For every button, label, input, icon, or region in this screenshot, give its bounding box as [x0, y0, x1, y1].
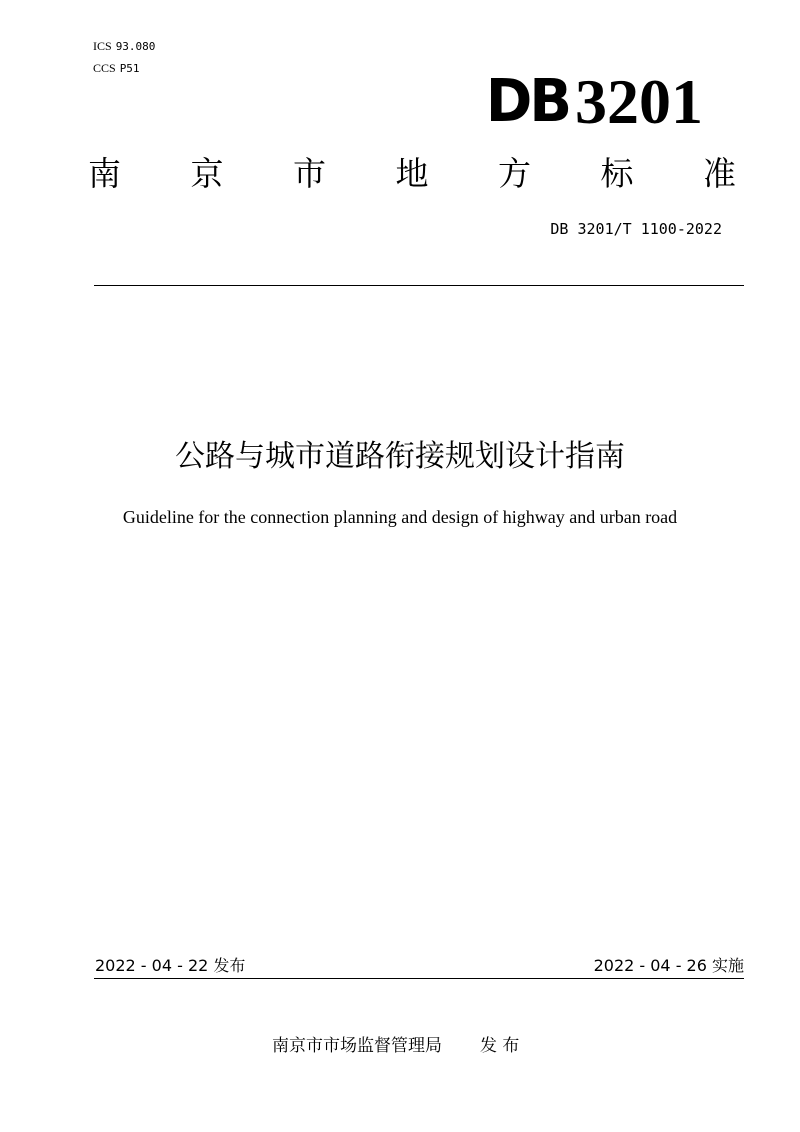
ccs-classification [93, 60, 140, 77]
document-title-en: Guideline for the connection planning and design of highway and urban road [122, 507, 678, 527]
db-logo-letters: DB [485, 67, 569, 136]
ics-classification [93, 38, 155, 55]
publisher-name: 南京市市场监督管理局 [272, 1036, 442, 1056]
bottom-divider [94, 978, 744, 979]
ccs-code: P51 [119, 62, 140, 75]
ics-code: 93.080 [115, 40, 156, 53]
standard-type-char: 南 [88, 154, 121, 193]
document-title-cn: 公路与城市道路衔接规划设计指南 [175, 439, 625, 474]
db-standard-logo [485, 66, 703, 137]
standard-type-char: 地 [395, 154, 429, 193]
top-divider [94, 285, 744, 286]
standard-type-heading [88, 152, 736, 196]
db-logo-number: 3201 [575, 66, 703, 137]
ics-label: ICS [93, 39, 112, 53]
ccs-label: CCS [93, 61, 116, 75]
standard-type-char: 市 [293, 154, 326, 193]
publisher-line [272, 1033, 519, 1059]
implementation-date: 2022 - 04 - 26 实施 [593, 956, 744, 975]
standard-type-char: 标 [600, 154, 634, 193]
standard-number: DB 3201/T 1100-2022 [550, 220, 722, 238]
standard-type-char: 方 [498, 154, 531, 193]
publisher-action: 发 布 [480, 1036, 520, 1056]
standard-type-char: 京 [190, 154, 224, 193]
release-date: 2022 - 04 - 22 发布 [95, 956, 246, 975]
standard-type-char: 准 [703, 154, 736, 193]
